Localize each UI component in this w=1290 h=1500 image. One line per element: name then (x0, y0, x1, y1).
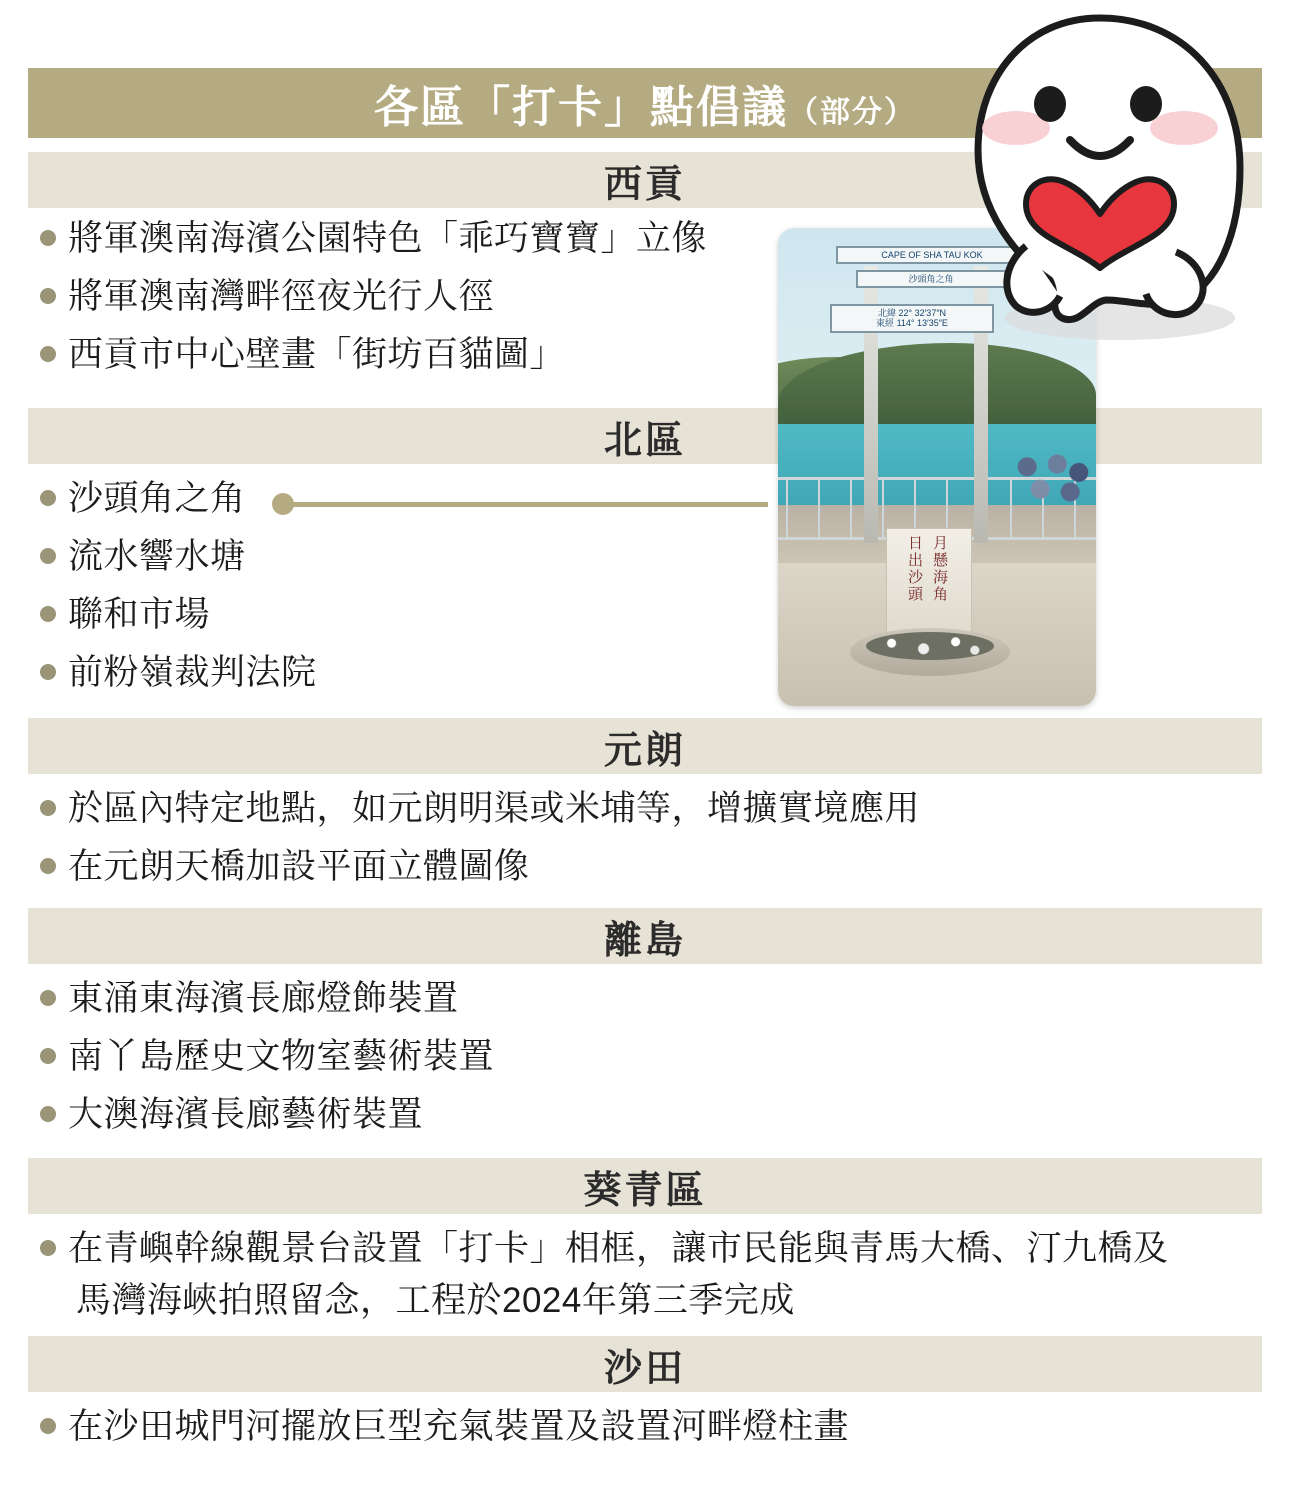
list-item-text: 在青嶼幹線觀景台設置「打卡」相框，讓市民能與青馬大橋、汀九橋及 (68, 1229, 1169, 1268)
bullet-icon (40, 288, 56, 304)
district-name: 元朗 (603, 729, 686, 772)
list-item-text: 將軍澳南灣畔徑夜光行人徑 (68, 277, 495, 316)
list-item-text: 在元朗天橋加設平面立體圖像 (68, 847, 530, 886)
district-name: 北區 (603, 419, 686, 462)
list-item-text: 在沙田城門河擺放巨型充氣裝置及設置河畔燈柱畫 (68, 1407, 850, 1446)
list-item (40, 274, 780, 320)
district-name: 沙田 (603, 1347, 686, 1390)
list-item (40, 976, 940, 1022)
list-item-text: 大澳海濱長廊藝術裝置 (68, 1095, 424, 1134)
list-item (40, 1226, 1270, 1272)
list-item-text: 前粉嶺裁判法院 (68, 653, 317, 692)
photo-buoys (1010, 450, 1096, 506)
list-item (40, 844, 1140, 890)
district-header-kwai-tsing (28, 1158, 1262, 1214)
list-item (40, 592, 460, 638)
list-item-text: 南丫島歷史文物室藝術裝置 (68, 1037, 495, 1076)
page-title-sub: （部分） (788, 96, 916, 129)
connector-line (278, 502, 768, 507)
list-item (40, 332, 780, 378)
coord-lat-value: 22° 32′37″N (898, 308, 947, 318)
list-item-text: 將軍澳南海濱公園特色「乖巧寶寶」立像 (68, 219, 708, 258)
list-item (40, 1404, 1140, 1450)
stone-inscription-col2: 月懸海角 (931, 535, 948, 603)
list-item-text: 沙頭角之角 (68, 479, 246, 518)
list-item-text: 流水響水塘 (68, 537, 246, 576)
photo-sign-english: CAPE OF SHA TAU KOK (836, 246, 1028, 264)
list-item-text: 東涌東海濱長廊燈飾裝置 (68, 979, 459, 1018)
list-item (40, 650, 460, 696)
bullet-icon (40, 1106, 56, 1122)
bullet-icon (40, 230, 56, 246)
photo-pebbles (866, 632, 994, 660)
bullet-icon (40, 664, 56, 680)
list-item-continuation (76, 1278, 1256, 1324)
list-item-text: 西貢市中心壁畫「街坊百貓圖」 (68, 335, 566, 374)
district-name: 西貢 (603, 163, 686, 206)
district-header-islands (28, 908, 1262, 964)
bullet-icon (40, 606, 56, 622)
page-title (374, 71, 916, 135)
coord-lon-label: 東經 (876, 318, 895, 329)
district-header-sha-tin (28, 1336, 1262, 1392)
photo-stone-monument (886, 528, 972, 642)
list-item-text: 馬灣海峽拍照留念，工程於2024年第三季完成 (76, 1281, 795, 1320)
list-item-text: 聯和市場 (68, 595, 211, 634)
bullet-icon (40, 858, 56, 874)
district-name: 葵青區 (583, 1169, 707, 1212)
coord-lon-value: 114° 13′35″E (896, 318, 948, 329)
coord-lat-label: 北緯 (877, 308, 896, 318)
list-item (40, 216, 780, 262)
stone-inscription-col1: 日出沙頭 (906, 535, 923, 603)
bullet-icon (40, 1418, 56, 1434)
bullet-icon (40, 490, 56, 506)
page-title-main: 各區「打卡」點倡議 (374, 83, 788, 132)
list-item (40, 476, 460, 522)
district-header-yuen-long (28, 718, 1262, 774)
bullet-icon (40, 346, 56, 362)
bullet-icon (40, 548, 56, 564)
bullet-icon (40, 1048, 56, 1064)
list-item (40, 1092, 940, 1138)
bullet-icon (40, 1240, 56, 1256)
list-item (40, 1034, 940, 1080)
list-item (40, 534, 460, 580)
bullet-icon (40, 800, 56, 816)
district-name: 離島 (603, 919, 686, 962)
bullet-icon (40, 990, 56, 1006)
list-item (40, 786, 1140, 832)
photo-sign-chinese: 沙頭角之角 (856, 270, 1006, 288)
mascot-illustration (930, 0, 1270, 360)
list-item-text: 於區內特定地點，如元朗明渠或米埔等，增擴實境應用 (68, 789, 921, 828)
